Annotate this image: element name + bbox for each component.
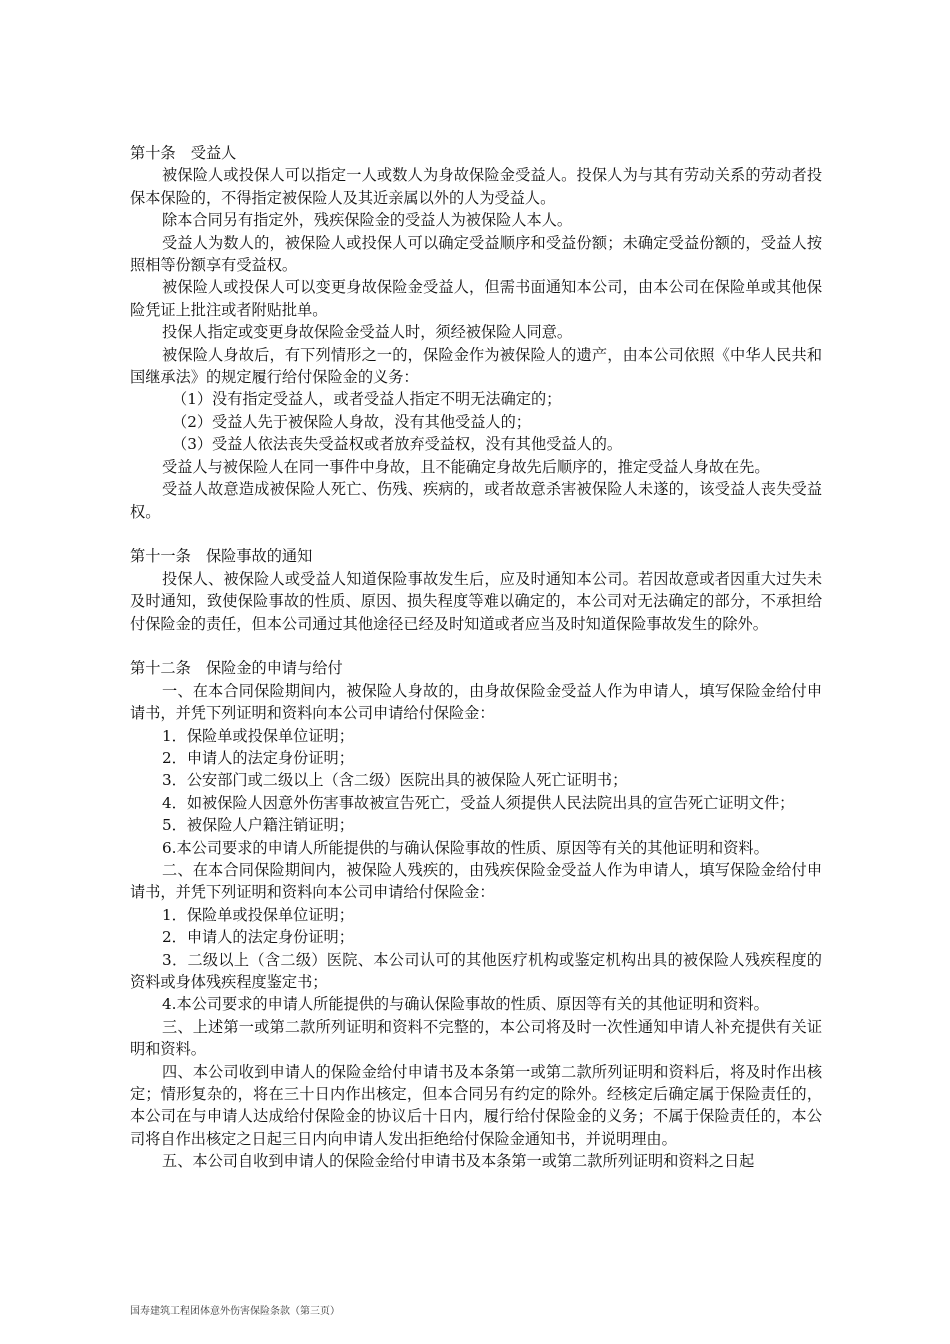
article-12-section-1-intro: 一、在本合同保险期间内，被保险人身故的，由身故保险金受益人作为申请人，填写保险金给付申请书，并凭下列证明和资料向本公司申请给付保险金： <box>130 681 822 723</box>
article-12-section-3: 三、上述第一或第二款所列证明和资料不完整的，本公司将及时一次性通知申请人补充提供有关证明和资料。 <box>130 1017 822 1059</box>
article-12-section-5: 五、本公司自收到申请人的保险金给付申请书及本条第一或第二款所列证明和资料之日起 <box>162 1152 755 1171</box>
article-12-section-2-item: 2．申请人的法定身份证明； <box>162 928 354 947</box>
article-12-heading: 第十二条 保险金的申请与给付 <box>130 659 343 678</box>
article-12-section-1-item: 2．申请人的法定身份证明； <box>162 748 354 767</box>
article-10-heading: 第十条 受益人 <box>130 144 237 162</box>
article-10-paragraph: 受益人为数人的，被保险人或投保人可以确定受益顺序和受益份额；未确定受益份额的，受益人按照相等份额享有受益权。 <box>130 233 822 275</box>
article-12-section-2-item: 4.本公司要求的申请人所能提供的与确认保险事故的性质、原因等有关的其他证明和资料。 <box>162 995 769 1014</box>
article-11-heading: 第十一条 保险事故的通知 <box>130 547 313 566</box>
document-body <box>130 142 822 1173</box>
article-10-paragraph: 受益人故意造成被保险人死亡、伤残、疾病的，或者故意杀害被保险人未遂的，该受益人丧失受益权。 <box>130 480 822 521</box>
article-12-section-2-item: 1．保险单或投保单位证明； <box>162 905 354 924</box>
article-10-paragraph: 受益人与被保险人在同一事件中身故，且不能确定身故先后顺序的，推定受益人身故在先。 <box>162 457 770 476</box>
article-10-paragraph: 被保险人或投保人可以指定一人或数人为身故保险金受益人。投保人为与其有劳动关系的劳动者投保本保险的，不得指定被保险人及其近亲属以外的人为受益人。 <box>130 166 822 207</box>
article-10-list-item: （3）受益人依法丧失受益权或者放弃受益权，没有其他受益人的。 <box>172 435 623 454</box>
page-footer: 国寿建筑工程团体意外伤害保险条款（第三页） <box>130 1306 340 1317</box>
article-12-section-4: 四、本公司收到申请人的保险金给付申请书及本条第一或第二款所列证明和资料后，将及时作出核定；情形复杂的，将在三十日内作出核定，但本合同另有约定的除外。经核定后确定属于保险责任的，本公司在与申请人达成给付保险金的协议后十日内，履行给付保险金的义务；不属于保险责任的，本公司将自作出核定之日起三日内向申请人发出拒绝给付保险金通知书，并说明理由。 <box>130 1062 822 1148</box>
article-11-paragraph: 投保人、被保险人或受益人知道保险事故发生后，应及时通知本公司。若因故意或者因重大过失未及时通知，致使保险事故的性质、原因、损失程度等难以确定的，本公司对无法确定的部分，不承担给付保险金的责任，但本公司通过其他途径已经及时知道或者应当及时知道保险事故发生的除外。 <box>130 569 822 633</box>
article-10-paragraph: 被保险人身故后，有下列情形之一的，保险金作为被保险人的遗产，由本公司依照《中华人民共和国继承法》的规定履行给付保险金的义务： <box>130 345 822 387</box>
article-10-paragraph: 投保人指定或变更身故保险金受益人时，须经被保险人同意。 <box>162 323 573 342</box>
article-12-section-1-item: 6.本公司要求的申请人所能提供的与确认保险事故的性质、原因等有关的其他证明和资料。 <box>162 838 769 857</box>
section-spacer <box>130 523 822 545</box>
article-12-section-2-item: 3．二级以上（含二级）医院、本公司认可的其他医疗机构或鉴定机构出具的被保险人残疾程度的资料或身体残疾程度鉴定书； <box>130 950 822 991</box>
section-spacer <box>130 635 822 657</box>
article-10-list-item: （2）受益人先于被保险人身故，没有其他受益人的； <box>172 412 531 431</box>
article-12-section-1-item: 4．如被保险人因意外伤害事故被宣告死亡，受益人须提供人民法院出具的宣告死亡证明文件； <box>162 793 795 812</box>
article-12-section-1-item: 1．保险单或投保单位证明； <box>162 726 354 745</box>
article-12-section-1-item: 3．公安部门或二级以上（含二级）医院出具的被保险人死亡证明书； <box>162 771 628 790</box>
article-10-paragraph: 除本合同另有指定外，残疾保险金的受益人为被保险人本人。 <box>162 211 573 230</box>
article-10-list-item: （1）没有指定受益人，或者受益人指定不明无法确定的； <box>172 390 562 409</box>
article-12-section-2-intro: 二、在本合同保险期间内，被保险人残疾的，由残疾保险金受益人作为申请人，填写保险金给付申请书，并凭下列证明和资料向本公司申请给付保险金： <box>130 860 822 902</box>
article-12-section-1-item: 5．被保险人户籍注销证明； <box>162 816 354 835</box>
article-10-paragraph: 被保险人或投保人可以变更身故保险金受益人，但需书面通知本公司，由本公司在保险单或其他保险凭证上批注或者附贴批单。 <box>130 278 822 319</box>
